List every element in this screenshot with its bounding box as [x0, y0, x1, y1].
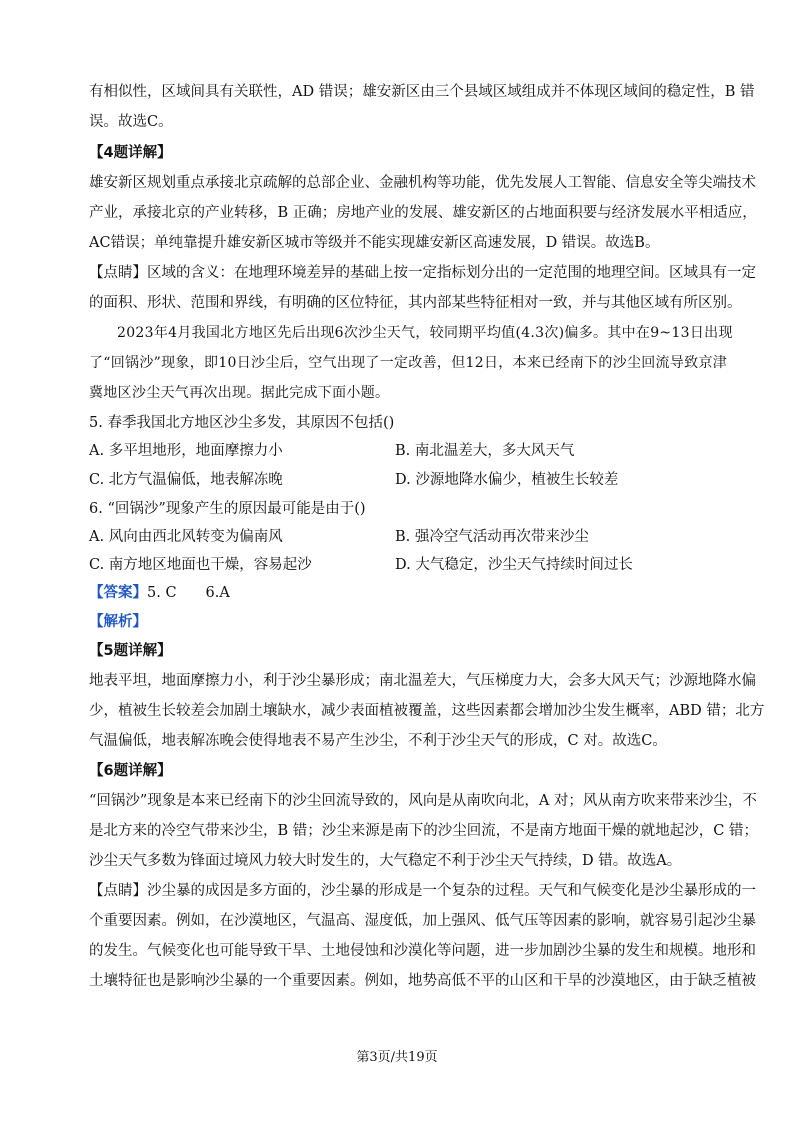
paragraph-line: 雄安新区规划重点承接北京疏解的总部企业、金融机构等功能，优先发展人工智能、信息安全等尖端技术	[89, 175, 756, 191]
page-footer: 第3页/共19页	[356, 1050, 438, 1065]
q5-option-b: B. 南北温差大，多大风天气	[395, 443, 575, 459]
q6-option-d: D. 大气稳定，沙尘天气持续时间过长	[395, 557, 633, 573]
detail-line: 气温偏低，地表解冻晚会使得地表不易产生沙尘，不利于沙尘天气的形成，C 对。故选C。	[89, 733, 667, 749]
answer-line	[89, 583, 714, 603]
detail-line: 地表平坦，地面摩擦力小，利于沙尘暴形成；南北温差大，气压梯度力大，会多大风天气；沙源地降水偏	[89, 673, 756, 689]
tip-line: 【点睛】区域的含义：在地理环境差异的基础上按一定指标划分出的一定范围的地理空间。区域具有一定	[89, 265, 756, 281]
q6-option-a: A. 风向由西北风转变为偏南风	[89, 529, 283, 545]
tip-line: 土壤特征也是影响沙尘暴的一个重要因素。例如，地势高低不平的山区和干旱的沙漠地区，由于缺乏植被	[89, 973, 756, 989]
detail-line: 沙尘天气多数为锋面过境风力较大时发生的，大气稳定不利于沙尘天气持续，D 错。故选A。	[89, 853, 682, 869]
q5-option-c: C. 北方气温偏低，地表解冻晚	[89, 472, 283, 488]
answer-value: 5. C 6.A	[147, 585, 230, 601]
paragraph-line: AC错误；单纯靠提升雄安新区城市等级并不能实现雄安新区高速发展，D 错误。故选B。	[89, 235, 660, 251]
paragraph-line: 误。故选C。	[89, 114, 173, 130]
analysis-label: 【解析】	[89, 614, 147, 630]
q6-option-c: C. 南方地区地面也干燥，容易起沙	[89, 557, 312, 573]
q6-option-b: B. 强冷空气活动再次带来沙尘	[395, 529, 589, 545]
paragraph-line: 产业，承接北京的产业转移，B 正确；房地产业的发展、雄安新区的占地面积要与经济发展水平相适应，	[89, 205, 757, 221]
answer-label: 【答案】	[89, 585, 147, 601]
stem-line: 了“回锅沙”现象，即10日沙尘后，空气出现了一定改善，但12日，本来已经南下的沙尘回流导致京津	[89, 355, 728, 371]
detail-line: 是北方来的冷空气带来沙尘，B 错；沙尘来源是南下的沙尘回流，不是南方地面干燥的就地起沙，C 错；	[89, 823, 758, 839]
tip-line: 的发生。气候变化也可能导致干旱、土地侵蚀和沙漠化等问题，进一步加剧沙尘暴的发生和规模。地形和	[89, 943, 756, 959]
question-5: 5. 春季我国北方地区沙尘多发，其原因不包括()	[89, 415, 395, 431]
paragraph-line: 有相似性，区域间具有关联性，AD 错误；雄安新区由三个县域区域组成并不体现区域间的稳定性，B 错	[89, 84, 755, 100]
question-6: 6. “回锅沙”现象产生的原因最可能是由于()	[89, 501, 366, 517]
stem-line: 2023年4月我国北方地区先后出现6次沙尘天气，较同期平均值(4.3次)偏多。其中在9~13日出现	[117, 325, 733, 341]
tip-line: 的面积、形状、范围和界线，有明确的区位特征，其内部某些特征相对一致，并与其他区域有所区别。	[89, 295, 742, 311]
section-heading-q6: 【6题详解】	[89, 763, 172, 779]
q5-option-d: D. 沙源地降水偏少，植被生长较差	[395, 472, 619, 488]
section-heading-q5: 【5题详解】	[89, 643, 172, 659]
tip-line: 【点睛】沙尘暴的成因是多方面的，沙尘暴的形成是一个复杂的过程。天气和气候变化是沙尘暴形成的一	[89, 883, 756, 899]
section-heading-q4: 【4题详解】	[89, 145, 172, 161]
detail-line: 少，植被生长较差会加剧土壤缺水，减少表面植被覆盖，这些因素都会增加沙尘发生概率，ABD 错；北方	[89, 703, 765, 719]
q5-option-a: A. 多平坦地形，地面摩擦力小	[89, 443, 283, 459]
stem-line: 冀地区沙尘天气再次出现。据此完成下面小题。	[89, 385, 390, 401]
detail-line: “回锅沙”现象是本来已经南下的沙尘回流导致的，风向是从南吹向北，A 对；风从南方吹来带来沙尘，不	[89, 793, 757, 809]
tip-line: 个重要因素。例如，在沙漠地区，气温高、湿度低，加上强风、低气压等因素的影响，就容易引起沙尘暴	[89, 913, 756, 929]
